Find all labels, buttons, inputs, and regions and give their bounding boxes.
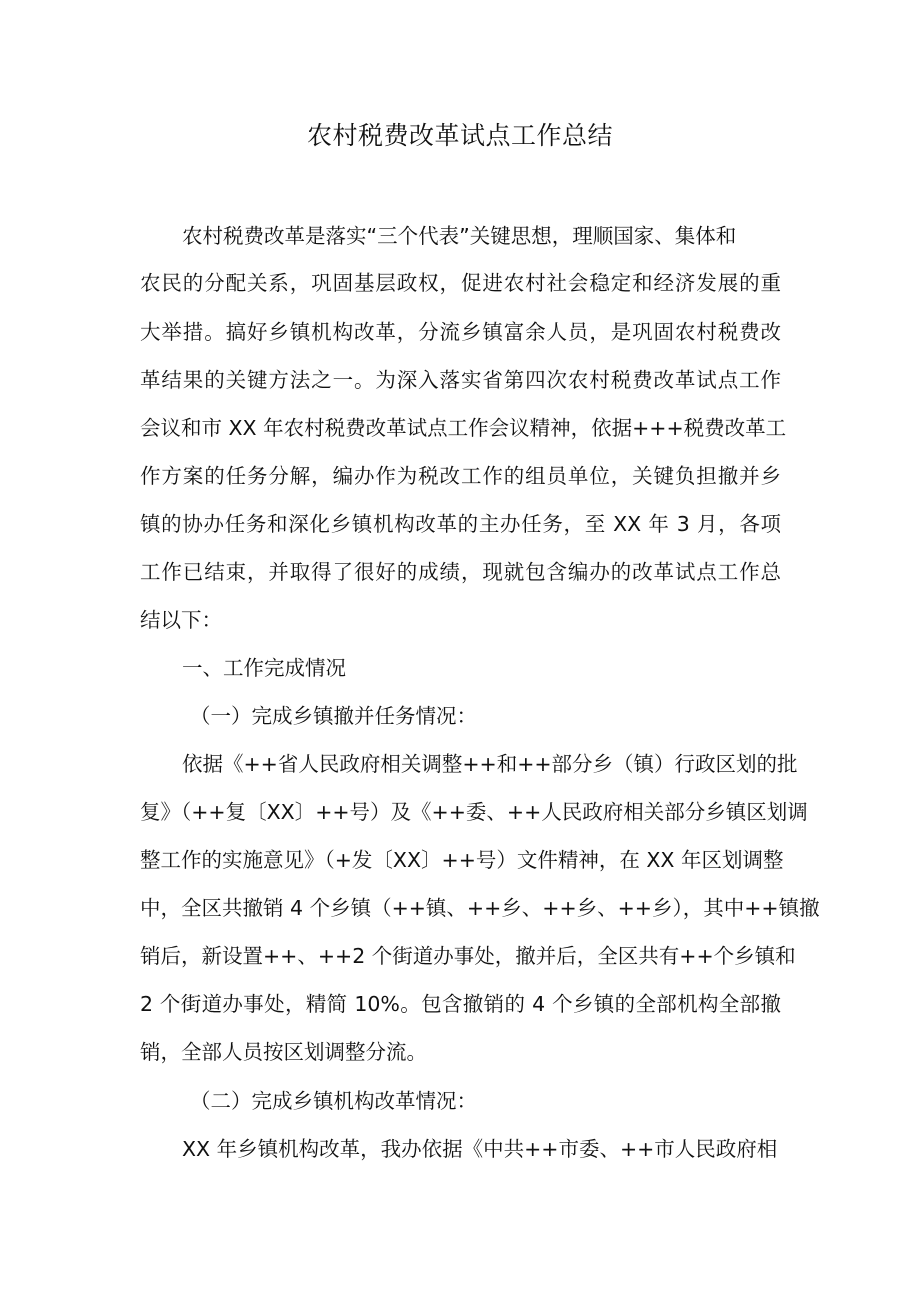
document-title: 农村税费改革试点工作总结 bbox=[306, 121, 613, 150]
body-line: 大举措。搞好乡镇机构改革，分流乡镇富余人员，是巩固农村税费改 bbox=[140, 320, 781, 344]
body-line: 销，全部人员按区划调整分流。 bbox=[140, 1040, 427, 1064]
body-line: 农民的分配关系，巩固基层政权，促进农村社会稳定和经济发展的重 bbox=[140, 271, 781, 295]
body-line: 会议和市 XX 年农村税费改革试点工作会议精神，依据+++税费改革工 bbox=[140, 416, 787, 440]
body-line: 复》（++复〔XX〕++号）及《++委、++人民政府相关部分乡镇区划调 bbox=[140, 800, 808, 824]
body-line: XX 年乡镇机构改革，我办依据《中共++市委、++市人民政府相 bbox=[182, 1137, 778, 1161]
body-line: 农村税费改革是落实“三个代表”关键思想，理顺国家、集体和 bbox=[182, 224, 737, 248]
body-line: 销后，新设置++、++2 个街道办事处，撤并后，全区共有++个乡镇和 bbox=[140, 944, 796, 968]
subsection-heading: （一）完成乡镇撤并任务情况： bbox=[190, 704, 477, 728]
body-line: 依据《++省人民政府相关调整++和++部分乡（镇）行政区划的批 bbox=[182, 752, 798, 776]
body-line: 革结果的关键方法之一。为深入落实省第四次农村税费改革试点工作 bbox=[140, 368, 781, 392]
body-line: 中，全区共撤销 4 个乡镇（++镇、++乡、++乡、++乡），其中++镇撤 bbox=[140, 896, 820, 920]
body-line: 结以下： bbox=[140, 608, 222, 632]
body-line: 镇的协办任务和深化乡镇机构改革的主办任务，至 XX 年 3 月，各项 bbox=[140, 512, 781, 536]
body-line: 工作已结束，并取得了很好的成绩，现就包含编办的改革试点工作总 bbox=[140, 560, 781, 584]
body-line: 作方案的任务分解，编办作为税改工作的组员单位，关键负担撤并乡 bbox=[140, 464, 781, 488]
section-heading: 一、工作完成情况 bbox=[182, 656, 346, 680]
body-line: 整工作的实施意见》（+发〔XX〕++号）文件精神，在 XX 年区划调整 bbox=[140, 848, 784, 872]
body-line: 2 个街道办事处，精简 10%。包含撤销的 4 个乡镇的全部机构全部撤 bbox=[140, 992, 781, 1016]
subsection-heading: （二）完成乡镇机构改革情况： bbox=[190, 1089, 477, 1113]
